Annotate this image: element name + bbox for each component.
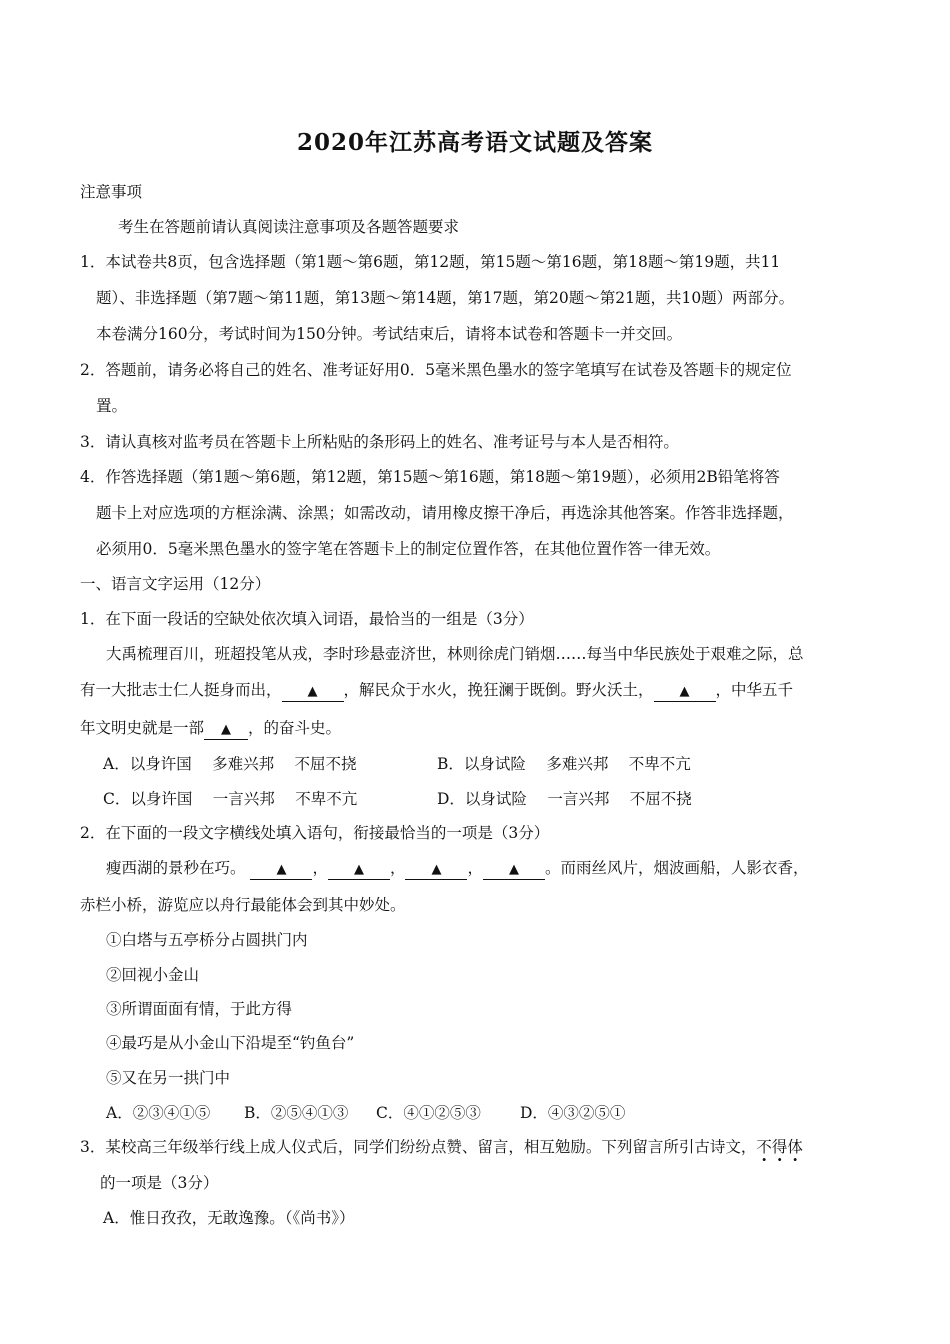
notice-intro: 考生在答题前请认真阅读注意事项及各题答题要求: [118, 218, 460, 236]
q2-text-segment: 瘦西湖的景秒在巧。: [106, 859, 246, 877]
answer-blank: ▲: [483, 861, 545, 880]
q1-text-segment: ，解民众于水火，挽狂澜于既倒。野火沃土，: [343, 681, 654, 699]
q2-passage-line-1: [106, 857, 809, 880]
notice-item-4-line-3: 必须用0．5毫米黑色墨水的签字笔在答题卡上的制定位置作答，在其他位置作答一律无效。: [96, 540, 721, 558]
comma: ，: [467, 859, 483, 877]
q1-text-segment: ，的奋斗史。: [248, 719, 342, 737]
notice-item-4-line-2: 题卡上对应选项的方框涂满、涂黑；如需改动，请用橡皮擦干净后，再选涂其他答案。作答非选择题，: [96, 504, 794, 522]
q1-option-b: B．以身试险 多难兴邦 不卑不亢: [437, 755, 691, 773]
q3-stem-line-1: [80, 1136, 803, 1158]
emphasis-char: 体: [787, 1138, 803, 1156]
q2-option-b: B．②⑤④①③: [244, 1104, 349, 1122]
emphasis-char: 不: [756, 1138, 772, 1156]
notice-item-1-line-1: 1．本试卷共8页，包含选择题（第1题～第6题，第12题，第15题～第16题，第18题～第19题，共11: [80, 253, 781, 271]
q2-sentence-3: ③所谓面面有情，于此方得: [106, 1000, 293, 1018]
q1-option-c: C．以身许国 一言兴邦 不卑不亢: [103, 790, 358, 808]
notice-item-2-line-2: 置。: [96, 397, 128, 415]
q1-passage-line-3: [80, 717, 341, 740]
q2-sentence-2: ②回视小金山: [106, 966, 200, 984]
q2-option-d: D．④③②⑤①: [520, 1104, 626, 1122]
answer-blank: ▲: [405, 861, 467, 880]
answer-blank: ▲: [328, 861, 390, 880]
q3-stem-line-2: 的一项是（3分）: [100, 1174, 219, 1192]
section-heading: 一、语言文字运用（12分）: [80, 575, 271, 593]
q1-passage-line-2: [80, 679, 793, 702]
answer-blank: ▲: [654, 683, 716, 702]
q2-sentence-5: ⑤又在另一拱门中: [106, 1069, 231, 1087]
q1-option-a: A．以身许国 多难兴邦 不屈不挠: [103, 755, 357, 773]
notice-item-4-line-1: 4．作答选择题（第1题～第6题，第12题，第15题～第16题，第18题～第19题），必须用2B铅笔将答: [80, 468, 780, 486]
q3-emphasis-text: [756, 1138, 803, 1156]
q2-option-c: C．④①②⑤③: [376, 1104, 481, 1122]
q2-text-segment: 。而雨丝风片，烟波画船，人影衣香，: [545, 859, 809, 877]
notice-item-2-line-1: 2．答题前，请务必将自己的姓名、准考证好用0．5毫米黑色墨水的签字笔填写在试卷及答题卡的规定位: [80, 361, 792, 379]
q2-sentence-4: ④最巧是从小金山下沿堤至“钓鱼台”: [106, 1034, 355, 1052]
q1-passage-line-1: 大禹梳理百川，班超投笔从戎，李时珍悬壶济世，林则徐虎门销烟……每当中华民族处于艰难之际，总: [106, 645, 804, 663]
comma: ，: [312, 859, 328, 877]
notice-item-3: 3．请认真核对监考员在答题卡上所粘贴的条形码上的姓名、准考证号与本人是否相符。: [80, 433, 679, 451]
notice-heading: 注意事项: [80, 183, 143, 201]
answer-blank: ▲: [282, 683, 344, 702]
q3-option-a: A．惟日孜孜，无敢逸豫。（《尚书》）: [103, 1209, 355, 1227]
q1-stem: 1．在下面一段话的空缺处依次填入词语，最恰当的一组是（3分）: [80, 610, 534, 628]
answer-blank: ▲: [204, 721, 248, 740]
q2-option-a: A．②③④①⑤: [106, 1104, 211, 1122]
notice-item-1-line-2: 题）、非选择题（第7题～第11题，第13题～第14题，第17题，第20题～第21题，共10题）两部分。: [96, 289, 795, 307]
q1-text-segment: 年文明史就是一部: [80, 719, 205, 737]
q2-sentence-1: ①白塔与五亭桥分占圆拱门内: [106, 931, 308, 949]
q3-stem-text: 3．某校高三年级举行线上成人仪式后，同学们纷纷点赞、留言，相互勉励。下列留言所引古诗文，: [80, 1138, 757, 1156]
q2-passage-line-2: 赤栏小桥，游览应以舟行最能体会到其中妙处。: [80, 896, 406, 914]
q1-option-d: D．以身试险 一言兴邦 不屈不挠: [437, 790, 692, 808]
notice-item-1-line-3: 本卷满分160分，考试时间为150分钟。考试结束后，请将本试卷和答题卡一并交回。: [96, 325, 683, 343]
comma: ，: [389, 859, 406, 877]
page-title: 2020年江苏高考语文试题及答案: [296, 129, 653, 156]
answer-blank: ▲: [250, 861, 312, 880]
q1-text-segment: 有一大批志士仁人挺身而出，: [80, 681, 282, 699]
q1-text-segment: ，中华五千: [715, 681, 794, 699]
q2-stem: 2．在下面的一段文字横线处填入语句，衔接最恰当的一项是（3分）: [80, 824, 550, 842]
emphasis-char: 得: [771, 1138, 788, 1156]
